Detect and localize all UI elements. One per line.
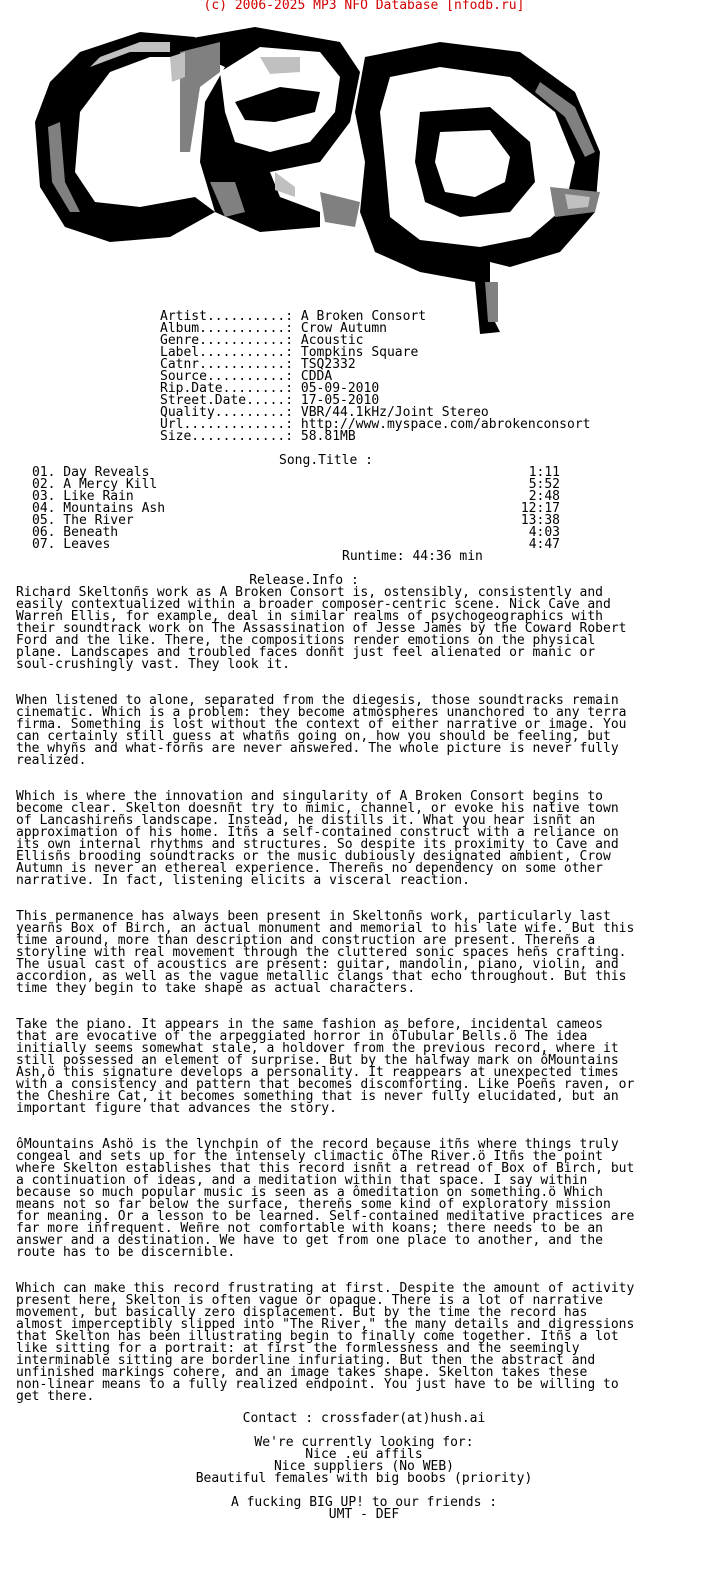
paragraph-line: accordion, as well as the vague metallic clangs that echo throughout. But this xyxy=(16,969,627,984)
info-value: VBR/44.1kHz/Joint Stereo xyxy=(300,405,489,420)
paragraph-line: approximation of his home. Itñs a self-contained construct with a reliance on xyxy=(16,825,619,840)
paragraph-line: ôMountains Ashö is the lynchpin of the record because itñs where things truly xyxy=(16,1137,619,1152)
info-value: Crow Autumn xyxy=(300,321,387,336)
paragraph-line: can certainly still guess at whatñs going on, how you should be feeling, but xyxy=(16,729,611,744)
description-paragraph xyxy=(16,1019,716,1115)
release-description xyxy=(16,587,716,1403)
paragraph-line: get there. xyxy=(16,1389,95,1404)
info-value: CDDA xyxy=(300,369,333,384)
footer xyxy=(0,1413,728,1521)
info-key: Genre...........: xyxy=(160,333,294,348)
description-paragraph xyxy=(16,791,716,887)
paragraph-line: storyline with real movement through the cluttered sonic spaces heñs crafting. xyxy=(16,945,627,960)
description-paragraph xyxy=(16,1139,716,1259)
song-title-header: Song.Title : xyxy=(279,453,373,468)
paragraph-line: plane. Landscapes and troubled faces donñt just feel alienated or manic or xyxy=(16,645,596,660)
description-paragraph xyxy=(16,911,716,995)
looking-for-item: Beautiful females with big boobs (priority) xyxy=(195,1471,533,1486)
paragraph-line: route has to be discernible. xyxy=(16,1245,236,1260)
paragraph-line: narrative. In fact, listening elicits a visceral reaction. xyxy=(16,873,470,888)
info-value: 17-05-2010 xyxy=(300,393,380,408)
description-paragraph xyxy=(16,1283,716,1403)
paragraph-line: This permanence has always been present in Skeltonñs work, particularly last xyxy=(16,909,611,924)
looking-for-item: Nice .eu affils xyxy=(305,1447,423,1462)
paragraph-line: means not so far below the surface, thereñs some kind of exploratory mission xyxy=(16,1197,611,1212)
paragraph-line: Which is where the innovation and singularity of A Broken Consort begins to xyxy=(16,789,603,804)
paragraph-line: time around, more than description and construction are present. Thereñs a xyxy=(16,933,596,948)
paragraph-line: the whyñs and what-forñs are never answered. The whole picture is never fully xyxy=(16,741,619,756)
paragraph-line: far more infrequent. Weñre not comfortable with koans; there needs to be an xyxy=(16,1221,603,1236)
tracklist xyxy=(32,467,560,551)
paragraph-line: Warren Ellis, for example, deal in similar realms of psychogeographics with xyxy=(16,609,603,624)
info-key: Catnr...........: xyxy=(160,357,294,372)
paragraph-line: Richard Skeltonñs work as A Broken Consort is, ostensibly, consistently and xyxy=(16,585,603,600)
paragraph-line: initially seems somewhat stale, a holdover from the previous record, where it xyxy=(16,1041,619,1056)
paragraph-line: yearñs Box of Birch, an actual monument and memorial to his late wife. But this xyxy=(16,921,635,936)
track-duration: 2:48 xyxy=(528,489,560,504)
paragraph-line: non-linear means to a fully realized endpoint. You just have to be willing to xyxy=(16,1377,619,1392)
paragraph-line: present here, Skelton is often vague or opaque. There is a lot of narrative xyxy=(16,1293,603,1308)
paragraph-line: Ash,ö this signature develops a personality. It reappears at unexpected times xyxy=(16,1065,619,1080)
contact-line: Contact : crossfader(at)hush.ai xyxy=(242,1411,486,1426)
paragraph-line: that are evocative of the arpeggiated horror in ôTubular Bells.ö The idea xyxy=(16,1029,588,1044)
info-value: Acoustic xyxy=(300,333,364,348)
release-info-table xyxy=(160,311,590,443)
info-key: Label...........: xyxy=(160,345,294,360)
blank-line xyxy=(16,995,716,1007)
paragraph-line: movement, but basically zero displacement. But by the time the record has xyxy=(16,1305,588,1320)
paragraph-line: congeal and sets up for the intensely climactic ôThe River.ö Itñs the point xyxy=(16,1149,603,1164)
track-title: Day Reveals xyxy=(55,465,150,480)
copyright-banner: (c) 2006-2025 MP3 NFO Database [nfodb.ru] xyxy=(203,0,525,13)
looking-for-item: Nice suppliers (No WEB) xyxy=(273,1459,454,1474)
paragraph-line: their soundtrack work on The Assassination of Jesse James by the Coward Robert xyxy=(16,621,627,636)
info-key: Street.Date.....: xyxy=(160,393,294,408)
paragraph-line: soul-crushingly vast. They look it. xyxy=(16,657,290,672)
group-logo-ascii-art xyxy=(20,12,620,337)
info-key: Artist..........: xyxy=(160,309,294,324)
paragraph-line: Ellisñs brooding soundtracks or the music dubiously designated ambient, Crow xyxy=(16,849,611,864)
paragraph-line: because so much popular music is seen as a ômeditation on something.ö Which xyxy=(16,1185,603,1200)
info-value: http://www.myspace.com/abrokenconsort xyxy=(300,417,591,432)
paragraph-line: still possessed an element of surprise. But by the halfway mark on ôMountains xyxy=(16,1053,619,1068)
paragraph-line: Which can make this record frustrating at first. Despite the amount of activity xyxy=(16,1281,635,1296)
paragraph-line: The usual cast of acoustics are present: guitar, mandolin, piano, violin, and xyxy=(16,957,619,972)
paragraph-line: answer and a destination. We have to get from one place to another, and the xyxy=(16,1233,603,1248)
track-duration: 5:52 xyxy=(528,477,560,492)
info-row xyxy=(160,431,590,443)
looking-for-line: We're currently looking for: xyxy=(254,1435,474,1450)
paragraph-line: its own internal rhythms and structures. So despite its proximity to Cave and xyxy=(16,837,619,852)
info-value: 05-09-2010 xyxy=(300,381,380,396)
paragraph-line: Autumn is never an ethereal experience. Thereñs no dependency on some other xyxy=(16,861,603,876)
blank-line xyxy=(16,1259,716,1271)
paragraph-line: important figure that advances the story. xyxy=(16,1101,337,1116)
track-number: 01. xyxy=(32,465,56,480)
paragraph-line: easily contextualized within a broader composer-centric scene. Nick Cave and xyxy=(16,597,611,612)
paragraph-line: When listened to alone, separated from the diegesis, those soundtracks remain xyxy=(16,693,619,708)
track-title: Mountains Ash xyxy=(55,501,166,516)
track-row xyxy=(32,527,560,539)
info-key: Size............: xyxy=(160,429,294,444)
track-duration: 13:38 xyxy=(520,513,560,528)
track-duration: 4:03 xyxy=(528,525,560,540)
info-key: Quality.........: xyxy=(160,405,294,420)
info-value: 58.81MB xyxy=(300,429,356,444)
track-title: A Mercy Kill xyxy=(55,477,158,492)
paragraph-line: almost imperceptibly slipped into "The River," the many details and digressions xyxy=(16,1317,635,1332)
info-value: TSQ2332 xyxy=(300,357,356,372)
track-number: 03. xyxy=(32,489,56,504)
description-paragraph xyxy=(16,695,716,767)
paragraph-line: a continuation of ideas, and a meditation within that space. I say within xyxy=(16,1173,588,1188)
friends-line: UMT - DEF xyxy=(328,1507,400,1522)
track-number: 02. xyxy=(32,477,56,492)
paragraph-line: with a consistency and pattern that becomes discomforting. Like Poeñs raven, or xyxy=(16,1077,635,1092)
blank-line xyxy=(16,767,716,779)
track-number: 06. xyxy=(32,525,56,540)
paragraph-line: that Skelton has been illustrating begin to finally come together. Itñs a lot xyxy=(16,1329,619,1344)
paragraph-line: interminable sitting are borderline infuriating. But then the abstract and xyxy=(16,1353,596,1368)
info-key: Rip.Date........: xyxy=(160,381,294,396)
info-value: Tompkins Square xyxy=(300,345,419,360)
paragraph-line: the Cheshire Cat, it becomes something that is never fully elucidated, but an xyxy=(16,1089,619,1104)
paragraph-line: of Lancashireñs landscape. Instead, he distills it. What you hear isnñt an xyxy=(16,813,596,828)
paragraph-line: firma. Something is lost without the context of either narrative or image. You xyxy=(16,717,627,732)
track-duration: 4:47 xyxy=(528,537,560,552)
track-duration: 1:11 xyxy=(528,465,560,480)
paragraph-line: time they begin to take shape as actual characters. xyxy=(16,981,416,996)
track-number: 07. xyxy=(32,537,56,552)
paragraph-line: where Skelton establishes that this record isnñt a retread of Box of Birch, but xyxy=(16,1161,635,1176)
blank-line xyxy=(16,1115,716,1127)
paragraph-line: cinematic. Which is a problem: they become atmospheres unanchored to any terra xyxy=(16,705,627,720)
info-key: Url.............: xyxy=(160,417,294,432)
info-key: Source..........: xyxy=(160,369,294,384)
track-title: The River xyxy=(55,513,134,528)
paragraph-line: become clear. Skelton doesnñt try to mimic, channel, or evoke his native town xyxy=(16,801,619,816)
track-title: Leaves xyxy=(55,537,111,552)
paragraph-line: Ford and the like. There, the compositions render emotions on the physical xyxy=(16,633,596,648)
paragraph-line: realized. xyxy=(16,753,87,768)
paragraph-line: like sitting for a portrait: at first the formlessness and the seemingly xyxy=(16,1341,580,1356)
blank-line xyxy=(16,887,716,899)
track-title: Like Rain xyxy=(55,489,134,504)
track-title: Beneath xyxy=(55,525,119,540)
info-value: A Broken Consort xyxy=(300,309,427,324)
runtime-total: Runtime: 44:36 min xyxy=(342,549,483,564)
info-key: Album...........: xyxy=(160,321,294,336)
paragraph-line: Take the piano. It appears in the same fashion as before, incidental cameos xyxy=(16,1017,603,1032)
blank-line xyxy=(16,671,716,683)
track-number: 04. xyxy=(32,501,56,516)
track-number: 05. xyxy=(32,513,56,528)
bigup-line: A fucking BIG UP! to our friends : xyxy=(230,1495,498,1510)
track-duration: 12:17 xyxy=(520,501,560,516)
description-paragraph xyxy=(16,587,716,671)
release-info-header: Release.Info : xyxy=(249,573,359,588)
paragraph-line: unfinished markings cohere, and an image takes shape. Skelton takes these xyxy=(16,1365,588,1380)
paragraph-line: for meaning. Or a lesson to be learned. Self-contained meditative practices are xyxy=(16,1209,635,1224)
